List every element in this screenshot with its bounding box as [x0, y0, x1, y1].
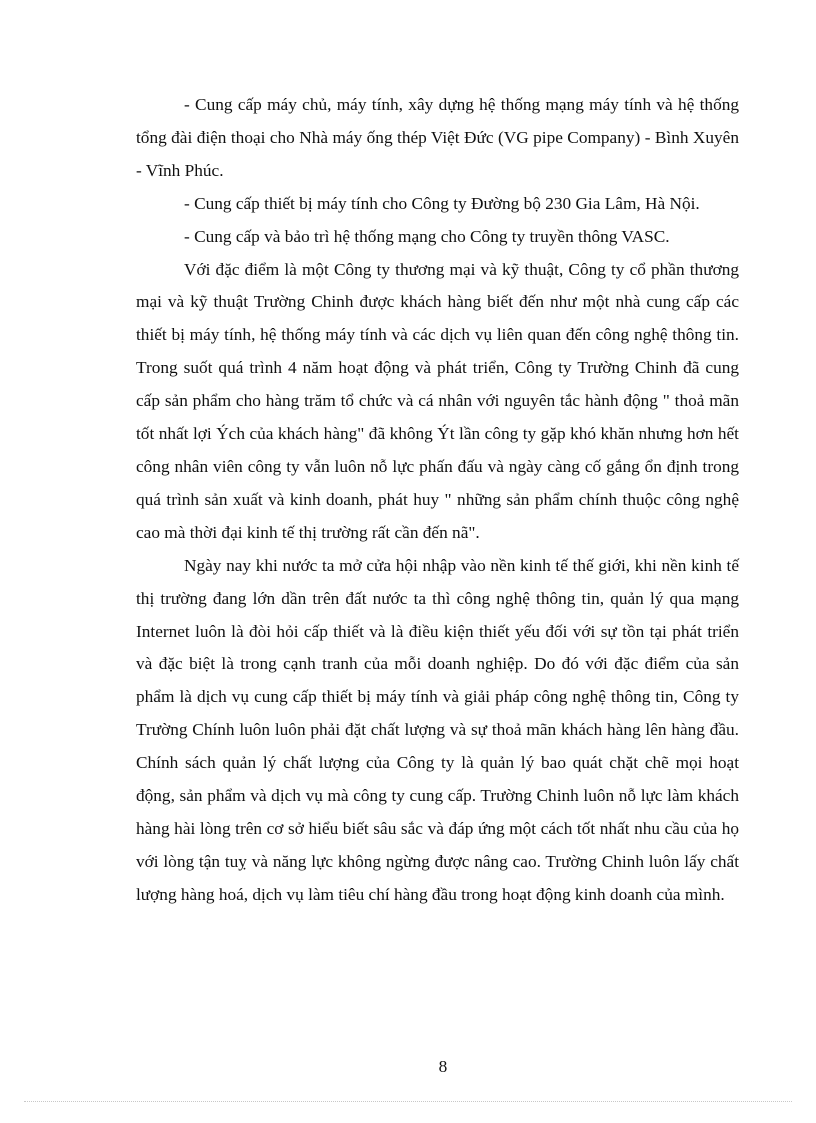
bullet-paragraph-3: - Cung cấp và bảo trì hệ thống mạng cho Công ty truyền thông VASC.	[184, 226, 670, 246]
body-paragraph-1: Với đặc điểm là một Công ty thương mại và kỹ thuật, Công ty cổ phần thương mại và kỹ thuật Trường Chinh được khách hàng biết đến như một nhà cung cấp các thiết bị máy tính, hệ thống máy tính và các dịch vụ liên quan đến công nghệ thông tin. Trong suốt quá trình 4 năm hoạt động và phát triển, Công ty Trường Chinh đã cung cấp sản phẩm cho hàng trăm tổ chức và cá nhân với nguyên tắc hành động " thoả mãn tốt nhất lợi Ých của khách hàng" đã không Ýt lần công ty gặp khó khăn nhưng hơn hết công nhân viên công ty vẫn luôn nỗ lực phấn đấu và ngày càng cố gắng ổn định trong quá trình sản xuất và kinh doanh, phát huy " những sản phẩm chính thuộc công nghệ cao mà thời đại kinh tế thị trường rất cần đến nã".	[136, 259, 739, 542]
body-paragraph-2: Ngày nay khi nước ta mở cửa hội nhập vào nền kinh tế thế giới, khi nền kinh tế thị trường đang lớn dần trên đất nước ta thì công nghệ thông tin, quản lý qua mạng Internet luôn là đòi hỏi cấp thiết và là điều kiện thiết yếu đối với sự tồn tại phát triển và đặc biệt là trong cạnh tranh của mỗi doanh nghiệp. Do đó với đặc điểm của sản phẩm là dịch vụ cung cấp thiết bị máy tính và giải pháp công nghệ thông tin, Công ty Trường Chính luôn luôn phải đặt chất lượng và sự thoả mãn khách hàng lên hàng đầu. Chính sách quản lý chất lượng của Công ty là quản lý bao quát chặt chẽ mọi hoạt động, sản phẩm và dịch vụ mà công ty cung cấp. Trường Chinh luôn nỗ lực làm khách hàng hài lòng trên cơ sở hiểu biết sâu sắc và đáp ứng một cách tốt nhất nhu cầu của họ với lòng tận tuỵ và năng lực không ngừng được nâng cao. Trường Chinh luôn lấy chất lượng hàng hoá, dịch vụ làm tiêu chí hàng đầu trong hoạt động kinh doanh của mình.	[136, 555, 739, 904]
page-number: 8	[438, 1057, 448, 1076]
page-bottom-divider	[24, 1101, 792, 1102]
bullet-paragraph-1: - Cung cấp máy chủ, máy tính, xây dựng hệ thống mạng máy tính và hệ thống tổng đài điện thoại cho Nhà máy ống thép Việt Đức (VG pipe Company) - Bình Xuyên - Vĩnh Phúc.	[136, 95, 739, 180]
page-body	[136, 89, 739, 912]
bullet-paragraph-2: - Cung cấp thiết bị máy tính cho Công ty Đường bộ 230 Gia Lâm, Hà Nội.	[184, 193, 700, 213]
